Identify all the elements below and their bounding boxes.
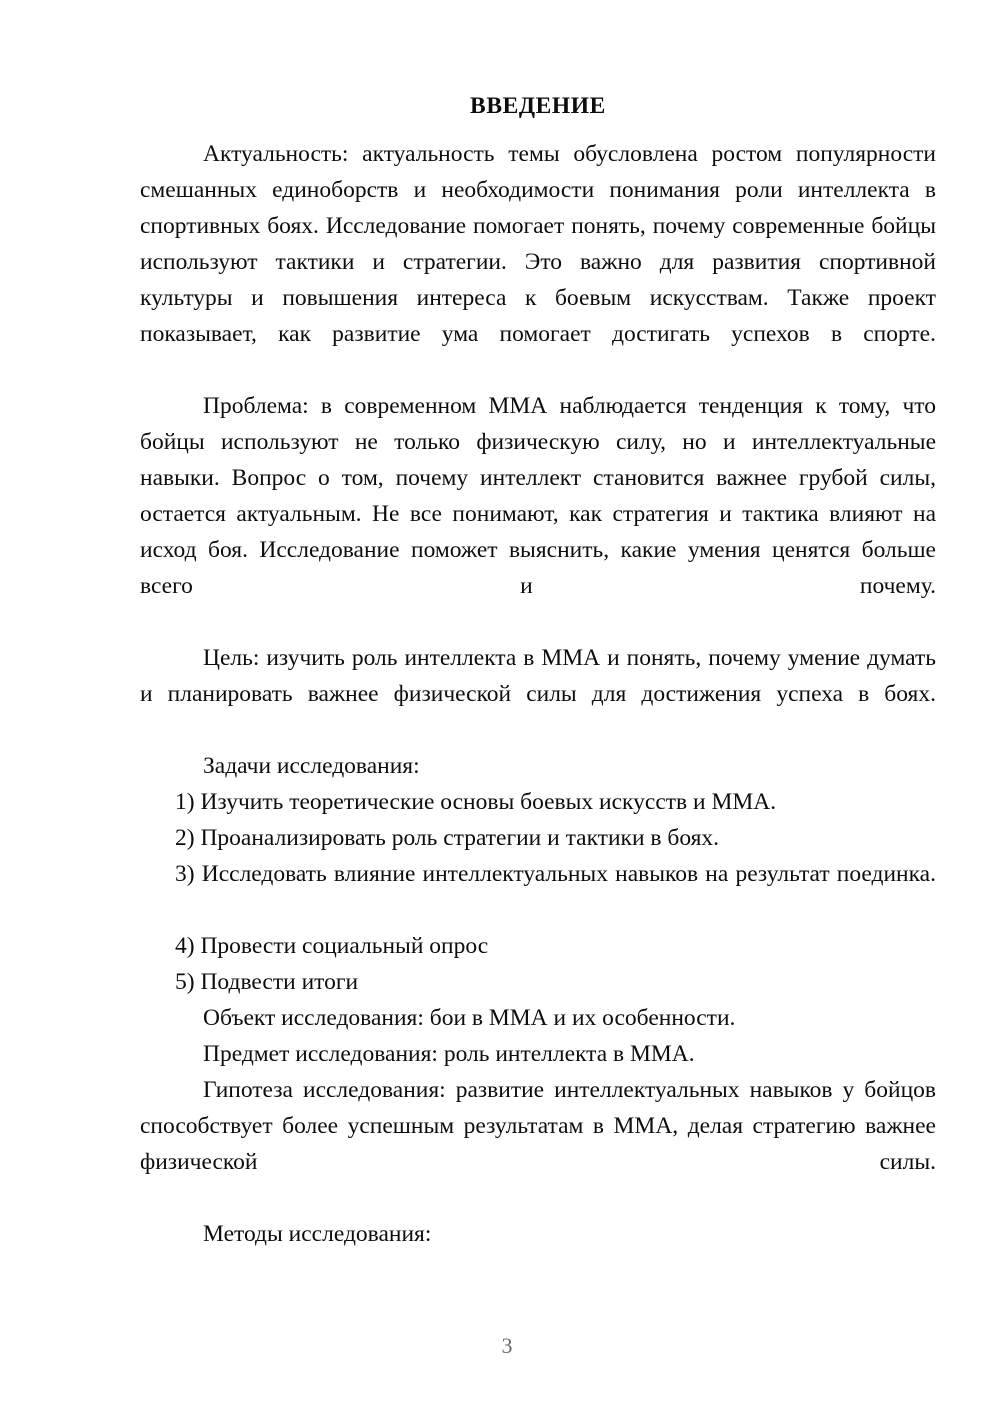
list-item: 1) Изучить теоретические основы боевых искусств и ММА. [175, 789, 777, 815]
paragraph-problem: Проблема: в современном ММА наблюдается тенденция к тому, что бойцы используют не только физическую силу, но и интеллектуальные навыки. Вопрос о том, почему интеллект становится важнее грубой силы, остается актуальным. Не все понимают, как стратегия и тактика влияют на исход боя. Исследование поможет выяснить, какие умения ценятся больше всего и почему. [140, 393, 936, 599]
tasks-heading: Задачи исследования: [203, 753, 420, 779]
page-title: ВВЕДЕНИЕ [470, 93, 606, 119]
list-item: 2) Проанализировать роль стратегии и тактики в боях. [175, 825, 720, 851]
paragraph-subject: Предмет исследования: роль интеллекта в ММА. [203, 1041, 695, 1067]
document-body [140, 88, 936, 1252]
list-item: 3) Исследовать влияние интеллектуальных навыков на результат поединка. [175, 861, 936, 887]
page-number: 3 [501, 1333, 513, 1358]
paragraph-object: Объект исследования: бои в ММА и их особенности. [203, 1005, 736, 1031]
list-item: 5) Подвести итоги [175, 969, 359, 995]
paragraph-hypothesis: Гипотеза исследования: развитие интеллектуальных навыков у бойцов способствует более успешным результатам в ММА, делая стратегию важнее физической силы. [140, 1077, 936, 1175]
list-item: 4) Провести социальный опрос [175, 933, 489, 959]
paragraph-relevance: Актуальность: актуальность темы обусловлена ростом популярности смешанных единоборств и необходимости понимания роли интеллекта в спортивных боях. Исследование помогает понять, почему современные бойцы используют тактики и стратегии. Это важно для развития спортивной культуры и повышения интереса к боевым искусствам. Также проект показывает, как развитие ума помогает достигать успехов в спорте. [140, 141, 936, 347]
methods-heading: Методы исследования: [203, 1221, 432, 1247]
paragraph-goal: Цель: изучить роль интеллекта в ММА и понять, почему умение думать и планировать важнее физической силы для достижения успеха в боях. [140, 645, 936, 707]
